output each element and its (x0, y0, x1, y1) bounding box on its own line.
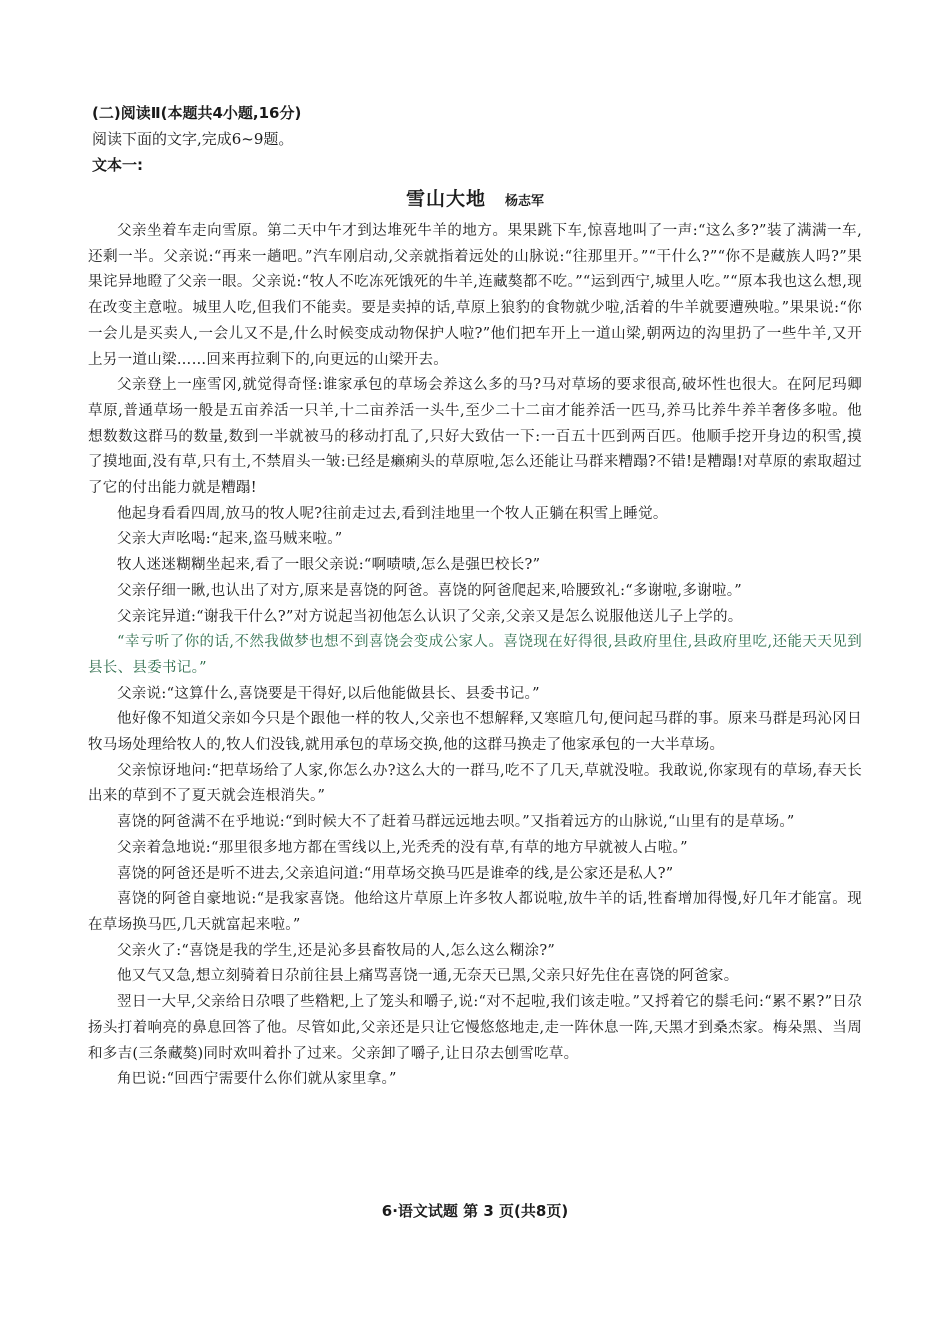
paragraph: 喜饶的阿爸自豪地说:“是我家喜饶。他给这片草原上许多牧人都说啦,放牛羊的话,牲畜增加得慢,好几年才能富。现在草场换马匹,几天就富起来啦。” (88, 891, 862, 933)
paragraph: 父亲坐着车走向雪原。第二天中午才到达堆死牛羊的地方。果果跳下车,惊喜地叫了一声:“这么多?”装了满满一车,还剩一半。父亲说:“再来一趟吧。”汽车刚启动,父亲就指着远处的山脉说:“往那里开。”“干什么?”“你不是藏族人吗?”果果诧异地瞪了父亲一眼。父亲说:“牧人不吃冻死饿死的牛羊,连藏獒都不吃。”“运到西宁,城里人吃。”“原本我也这么想,现在改变主意啦。城里人吃,但我们不能卖。要是卖掉的话,草原上狼豹的食物就少啦,活着的牛羊就要遭殃啦。”果果说:“你一会儿是买卖人,一会儿又不是,什么时候变成动物保护人啦?”他们把车开上一道山梁,朝两边的沟里扔了一些牛羊,又开上另一道山梁……回来再拉剩下的,向更远的山梁开去。 (88, 223, 862, 368)
paragraph: 他又气又急,想立刻骑着日尕前往县上痛骂喜饶一通,无奈天已黑,父亲只好先住在喜饶的阿爸家。 (117, 968, 739, 985)
paragraph: 父亲登上一座雪冈,就觉得奇怪:谁家承包的草场会养这么多的马?马对草场的要求很高,破坏性也很大。在阿尼玛卿草原,普通草场一般是五亩养活一只羊,十二亩养活一头牛,至少二十二亩才能养活一匹马,养马比养牛养羊奢侈多啦。他想数数这群马的数量,数到一半就被马的移动打乱了,只好大致估一下:一百五十匹到两百匹。他顺手挖开身边的积雪,摸了摸地面,没有草,只有土,不禁眉头一皱:已经是癞痢头的草原啦,怎么还能让马群来糟蹋?不错!是糟蹋!对草原的索取超过了它的付出能力就是糟蹋! (88, 377, 862, 497)
article-title: 雪山大地 (405, 188, 486, 210)
text-one-label: 文本一: (92, 156, 143, 174)
paragraph-annotated: “幸亏听了你的话,不然我做梦也想不到喜饶会变成公家人。喜饶现在好得很,县政府里住,县政府里吃,还能天天见到县长、县委书记。” (88, 634, 862, 676)
article-title-row (88, 184, 862, 217)
paragraph: 喜饶的阿爸还是听不进去,父亲追问道:“用草场交换马匹是谁牵的线,是公家还是私人?” (117, 865, 674, 882)
paragraph: 父亲火了:“喜饶是我的学生,还是沁多县畜牧局的人,怎么这么糊涂?” (117, 942, 556, 959)
section-heading: (二)阅读Ⅱ(本题共4小题,16分) (92, 104, 302, 122)
page-footer: 6·语文试题 第 3 页(共8页) (381, 1202, 569, 1220)
paragraph: 他起身看看四周,放马的牧人呢?往前走过去,看到洼地里一个牧人正躺在积雪上睡觉。 (117, 505, 668, 522)
paragraph: 翌日一大早,父亲给日尕喂了些糌粑,上了笼头和嚼子,说:“对不起啦,我们该走啦。”又捋着它的鬃毛问:“累不累?”日尕扬头打着响亮的鼻息回答了他。尽管如此,父亲还是只让它慢悠悠地走,走一阵休息一阵,天黑才到桑杰家。梅朵黑、当周和多吉(三条藏獒)同时欢叫着扑了过来。父亲卸了嚼子,让日尕去刨雪吃草。 (88, 994, 862, 1062)
article-author: 杨志军 (505, 194, 545, 209)
paragraph: 喜饶的阿爸满不在乎地说:“到时候大不了赶着马群远远地去呗。”又指着远方的山脉说,“山里有的是草场。” (117, 814, 795, 831)
paragraph: 角巴说:“回西宁需要什么你们就从家里拿。” (117, 1071, 397, 1088)
reading-instruction: 阅读下面的文字,完成6~9题。 (92, 130, 294, 148)
paragraph: 父亲说:“这算什么,喜饶要是干得好,以后他能做县长、县委书记。” (117, 685, 540, 702)
paragraph: 父亲大声吆喝:“起来,盗马贼来啦。” (117, 531, 343, 548)
paragraph: 父亲着急地说:“那里很多地方都在雪线以上,光秃秃的没有草,有草的地方早就被人占啦。” (117, 839, 688, 856)
paragraph: 牧人迷迷糊糊坐起来,看了一眼父亲说:“啊啧啧,怎么是强巴校长?” (117, 557, 541, 574)
article-body (88, 219, 862, 1093)
paragraph: 父亲仔细一瞅,也认出了对方,原来是喜饶的阿爸。喜饶的阿爸爬起来,哈腰致礼:“多谢啦,多谢啦。” (117, 582, 742, 599)
paragraph: 他好像不知道父亲如今只是个跟他一样的牧人,父亲也不想解释,又寒暄几句,便问起马群的事。原来马群是玛沁冈日牧马场处理给牧人的,牧人们没钱,就用承包的草场交换,他的这群马换走了他家承包的一大半草场。 (88, 711, 862, 754)
paragraph: 父亲诧异道:“谢我干什么?”对方说起当初他怎么认识了父亲,父亲又是怎么说服他送儿子上学的。 (117, 608, 743, 625)
paragraph: 父亲惊讶地问:“把草场给了人家,你怎么办?这么大的一群马,吃不了几天,草就没啦。我敢说,你家现有的草场,春天长出来的草到不了夏天就会连根消失。” (88, 762, 862, 805)
